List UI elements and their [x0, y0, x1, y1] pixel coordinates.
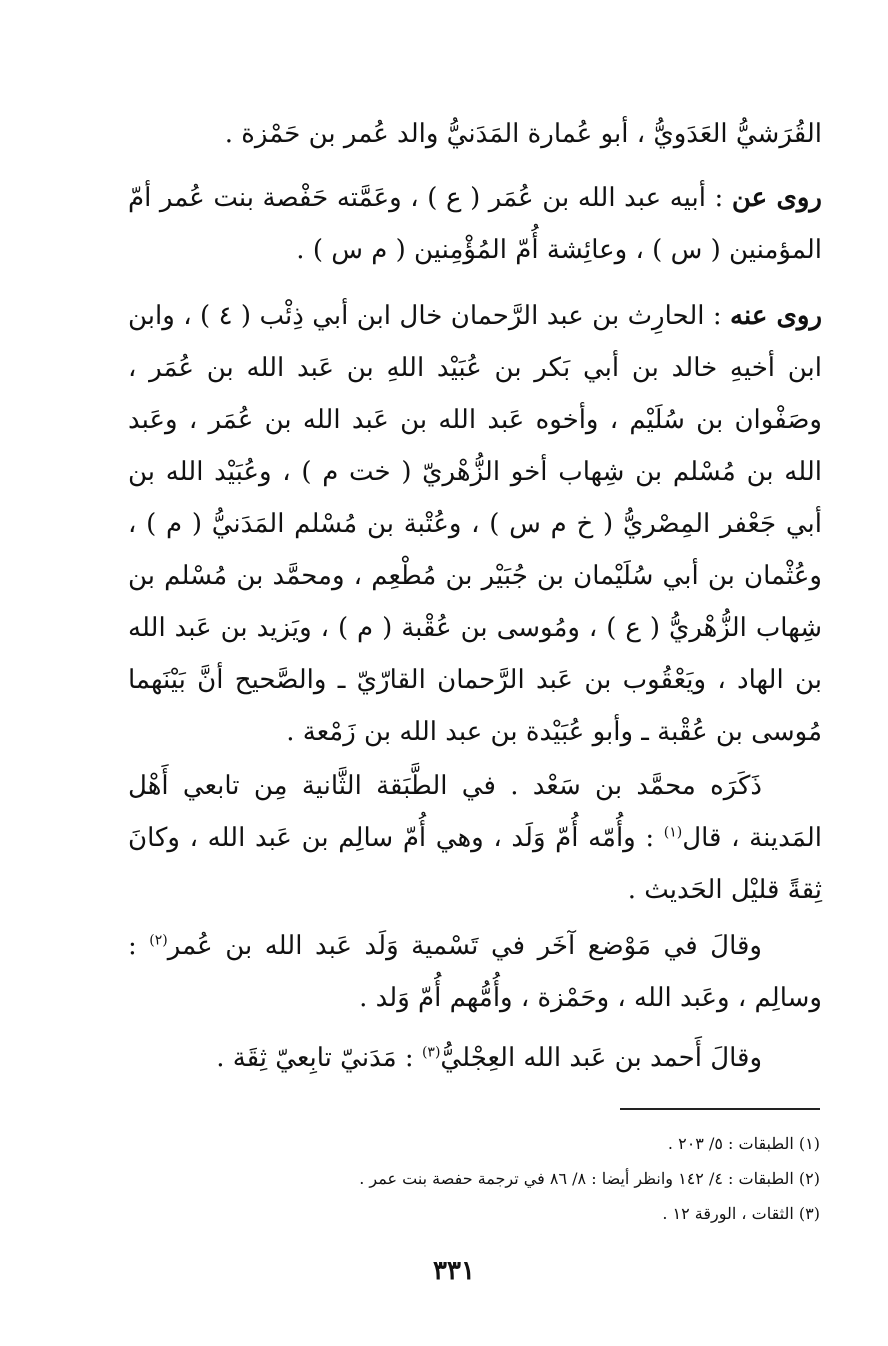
paragraph-lineage [128, 108, 822, 160]
paragraph-text: وقالَ أَحمد بن عَبد الله العِجْليُّ [440, 1043, 762, 1073]
paragraph-body [128, 172, 822, 276]
paragraph-text: : الحارِث بن عبد الرَّحمان خال ابن أبي ذِئْب ( ٤ ) ، وابن ابن أخيهِ خالد بن أبي بَكر بن عُبَيْد اللهِ بن عَبد الله بن عُمَر ، وصَفْوان بن سُلَيْم ، وأخوه عَبد الله بن عَبد الله بن عُمَر ، وعَبد الله بن مُسْلم بن شِهاب أخو الزُّهْريّ ( خت م ) ، وعُبَيْد الله بن أبي جَعْفر المِصْريُّ ( خ م س ) ، وعُتْبة بن مُسْلم المَدَنيُّ ( م ) ، وعُثْمان بن أبي سُلَيْمان بن جُبَيْر بن مُطْعِم ، ومحمَّد بن مُسْلم بن شِهاب الزُّهْريُّ ( ع ) ، ومُوسى بن عُقْبة ( م ) ، ويَزيد بن عَبد الله بن الهاد ، ويَعْقُوب بن عَبد الرَّحمان القارّيّ ـ والصَّحيح أنَّ بَيْنَهما مُوسى بن عُقْبة ـ وأبو عُبَيْدة بن عبد الله بن زَمْعة . [128, 301, 822, 747]
paragraph-ijli [128, 1032, 822, 1084]
paragraph-body [128, 290, 822, 758]
paragraph-text: : أبيه عبد الله بن عُمَر ( ع ) ، وعَمَّته حَفْصة بنت عُمر أمّ المؤمنين ( س ) ، وعائِشة أُمّ المُؤْمِنين ( م س ) . [128, 183, 822, 265]
footnote-3: (٣) الثقات ، الورقة ١٢ . [662, 1204, 820, 1223]
paragraph-text: القُرَشيُّ العَدَويُّ ، أبو عُمارة المَدَنيُّ والد عُمر بن حَمْزة . [224, 119, 822, 149]
page-number: ٣٣١ [433, 1256, 475, 1286]
paragraph-text: ذَكَرَه محمَّد بن سَعْد . في الطَّبَقة الثَّانية مِن تابعي أَهْل المَدينة ، قال [128, 771, 822, 853]
paragraph-other-place [128, 920, 822, 1024]
paragraph-body [128, 1032, 822, 1084]
footnote-divider [620, 1108, 820, 1110]
footnote-ref-2[interactable]: (٢) [149, 932, 168, 949]
footnote-1: (١) الطبقات : ٥/ ٢٠٣ . [667, 1134, 820, 1153]
footnotes-section [220, 1126, 820, 1231]
footnote-ref-1[interactable]: (١) [663, 824, 683, 841]
paragraph-text: : مَدَنيّ تابِعيّ ثِقَة . [216, 1043, 422, 1073]
footnote-ref-3[interactable]: (٣) [421, 1044, 441, 1061]
paragraph-text: وقالَ في مَوْضع آخَر في تَسْمية وَلَد عَبد الله بن عُمر [167, 931, 762, 961]
section-label-narrated-by: روى عنه [730, 301, 822, 331]
paragraph-narrated-by [128, 290, 822, 758]
paragraph-text: : وأُمّه أُمّ وَلَد ، وهي أُمّ سالِم بن عَبد الله ، وكانَ ثِقةً قليْل الحَديث . [128, 823, 822, 905]
paragraph-narrated-from [128, 172, 822, 276]
paragraph-body [128, 920, 822, 1024]
footnote-2: (٢) الطبقات : ٤/ ١٤٢ وانظر أيضا : ٨/ ٨٦ في ترجمة حفصة بنت عمر . [359, 1169, 820, 1188]
paragraph-body [128, 760, 822, 916]
paragraph-text: : وسالِم ، وعَبد الله ، وحَمْزة ، وأُمُّهم أُمّ وَلد . [128, 931, 822, 1013]
section-label-narrated-from: روى عن [731, 183, 822, 213]
paragraph-ibn-saad [128, 760, 822, 916]
